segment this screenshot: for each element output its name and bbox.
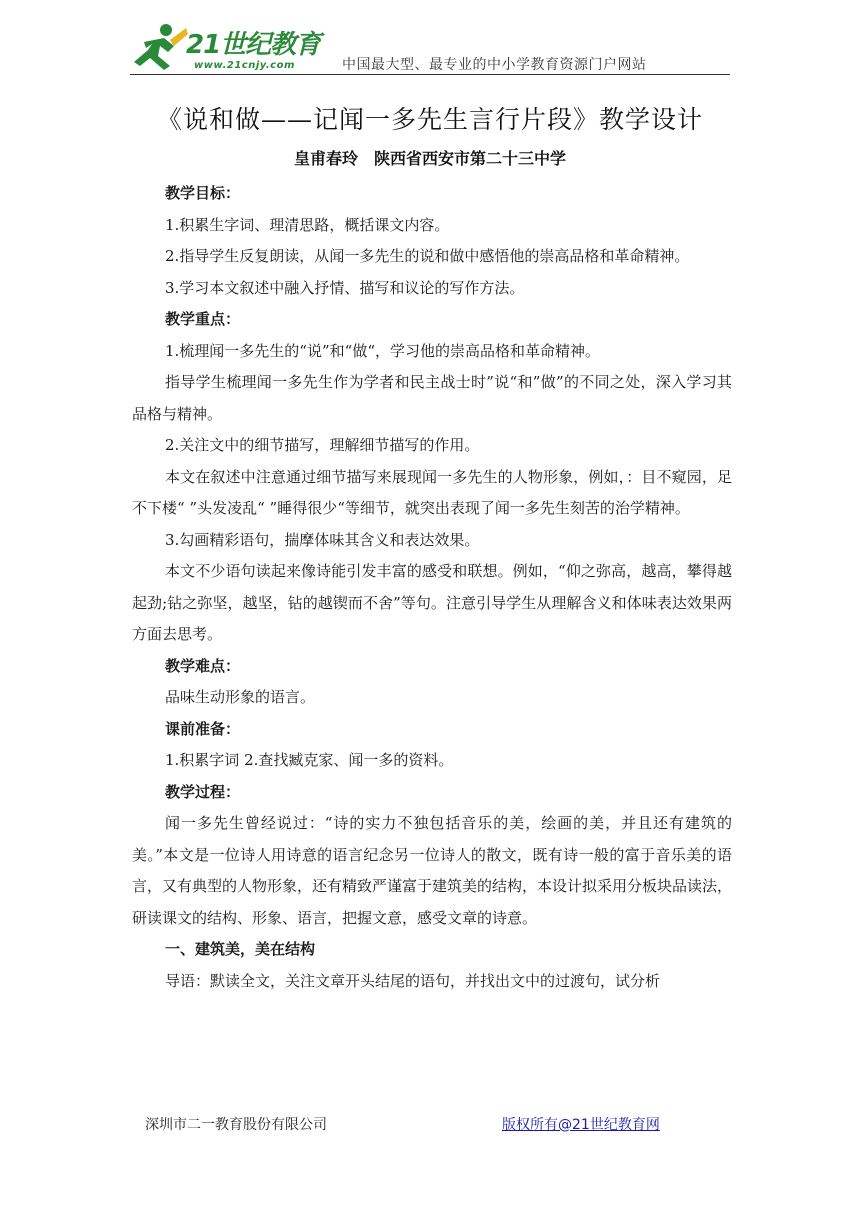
body-paragraph: 3.学习本文叙述中融入抒情、描写和议论的写作方法。 — [165, 278, 525, 297]
section-heading: 一、建筑美，美在结构 — [165, 940, 316, 958]
logo-url-text: www.21cnjy.com — [194, 60, 295, 71]
body-paragraph: 本文不少语句读起来像诗能引发丰富的感受和联想。例如，“仰之弥高，越高，攀得越起劲;钻之弥坚，越坚，钻的越锲而不舍”等句。注意引导学生从理解含义和体味表达效果两方面去思考。 — [132, 562, 732, 643]
header-slogan: 中国最大型、最专业的中小学教育资源门户网站 — [342, 57, 647, 73]
body-paragraph: 品味生动形象的语言。 — [165, 688, 316, 706]
header-divider — [130, 74, 730, 75]
section-heading: 教学过程： — [165, 782, 241, 801]
section-heading: 课前准备： — [165, 719, 241, 738]
body-paragraph: 2.关注文中的细节描写，理解细节描写的作用。 — [165, 436, 480, 454]
section-heading: 教学重点： — [165, 310, 241, 328]
site-logo[interactable] — [130, 22, 330, 74]
body-paragraph: 1.积累字词 2.查找臧克家、闻一多的资料。 — [165, 751, 454, 769]
body-paragraph: 2.指导学生反复朗读，从闻一多先生的说和做中感悟他的崇高品格和革命精神。 — [165, 247, 690, 265]
page-header — [130, 18, 730, 74]
document-title: 《说和做——记闻一多先生言行片段》教学设计 — [156, 105, 703, 134]
logo-brand-text: 21世纪教育 — [186, 30, 321, 60]
body-paragraph: 本文在叙述中注意通过细节描写来展现闻一多先生的人物形象，例如，：目不窥园，足不下楼“ ”头发凌乱“ ”睡得很少“等细节，就突出表现了闻一多先生刻苦的治学精神。 — [132, 467, 732, 517]
body-paragraph: 导语：默读全文，关注文章开头结尾的语句，并找出文中的过渡句，试分析 — [165, 971, 661, 990]
body-paragraph: 1.积累生字词、理清思路，概括课文内容。 — [165, 215, 450, 234]
section-heading: 教学目标： — [165, 184, 241, 202]
document-body — [132, 178, 732, 997]
footer-copyright-link[interactable]: 版权所有@21世纪教育网 — [502, 1117, 660, 1133]
footer-company: 深圳市二一教育股份有限公司 — [145, 1117, 327, 1133]
document-author: 皇甫春玲 陕西省西安市第二十三中学 — [293, 149, 566, 168]
runner-icon — [130, 22, 190, 74]
body-paragraph: 3.勾画精彩语句，揣摩体味其含义和表达效果。 — [165, 530, 480, 549]
body-paragraph: 指导学生梳理闻一多先生作为学者和民主战士时”说“和”做”的不同之处，深入学习其品格与精神。 — [132, 373, 732, 423]
body-paragraph: 闻一多先生曾经说过：“诗的实力不独包括音乐的美，绘画的美，并且还有建筑的美。”本文是一位诗人用诗意的语言纪念另一位诗人的散文，既有诗一般的富于音乐美的语言，又有典型的人物形象，还有精致严谨富于建筑美的结构，本设计拟采用分板块品读法，研读课文的结构、形象、语言，把握文意，感受文章的诗意。 — [132, 814, 733, 927]
body-paragraph: 1.梳理闻一多先生的“说”和“做“，学习他的崇高品格和革命精神。 — [165, 341, 600, 360]
section-heading: 教学难点： — [165, 656, 241, 675]
